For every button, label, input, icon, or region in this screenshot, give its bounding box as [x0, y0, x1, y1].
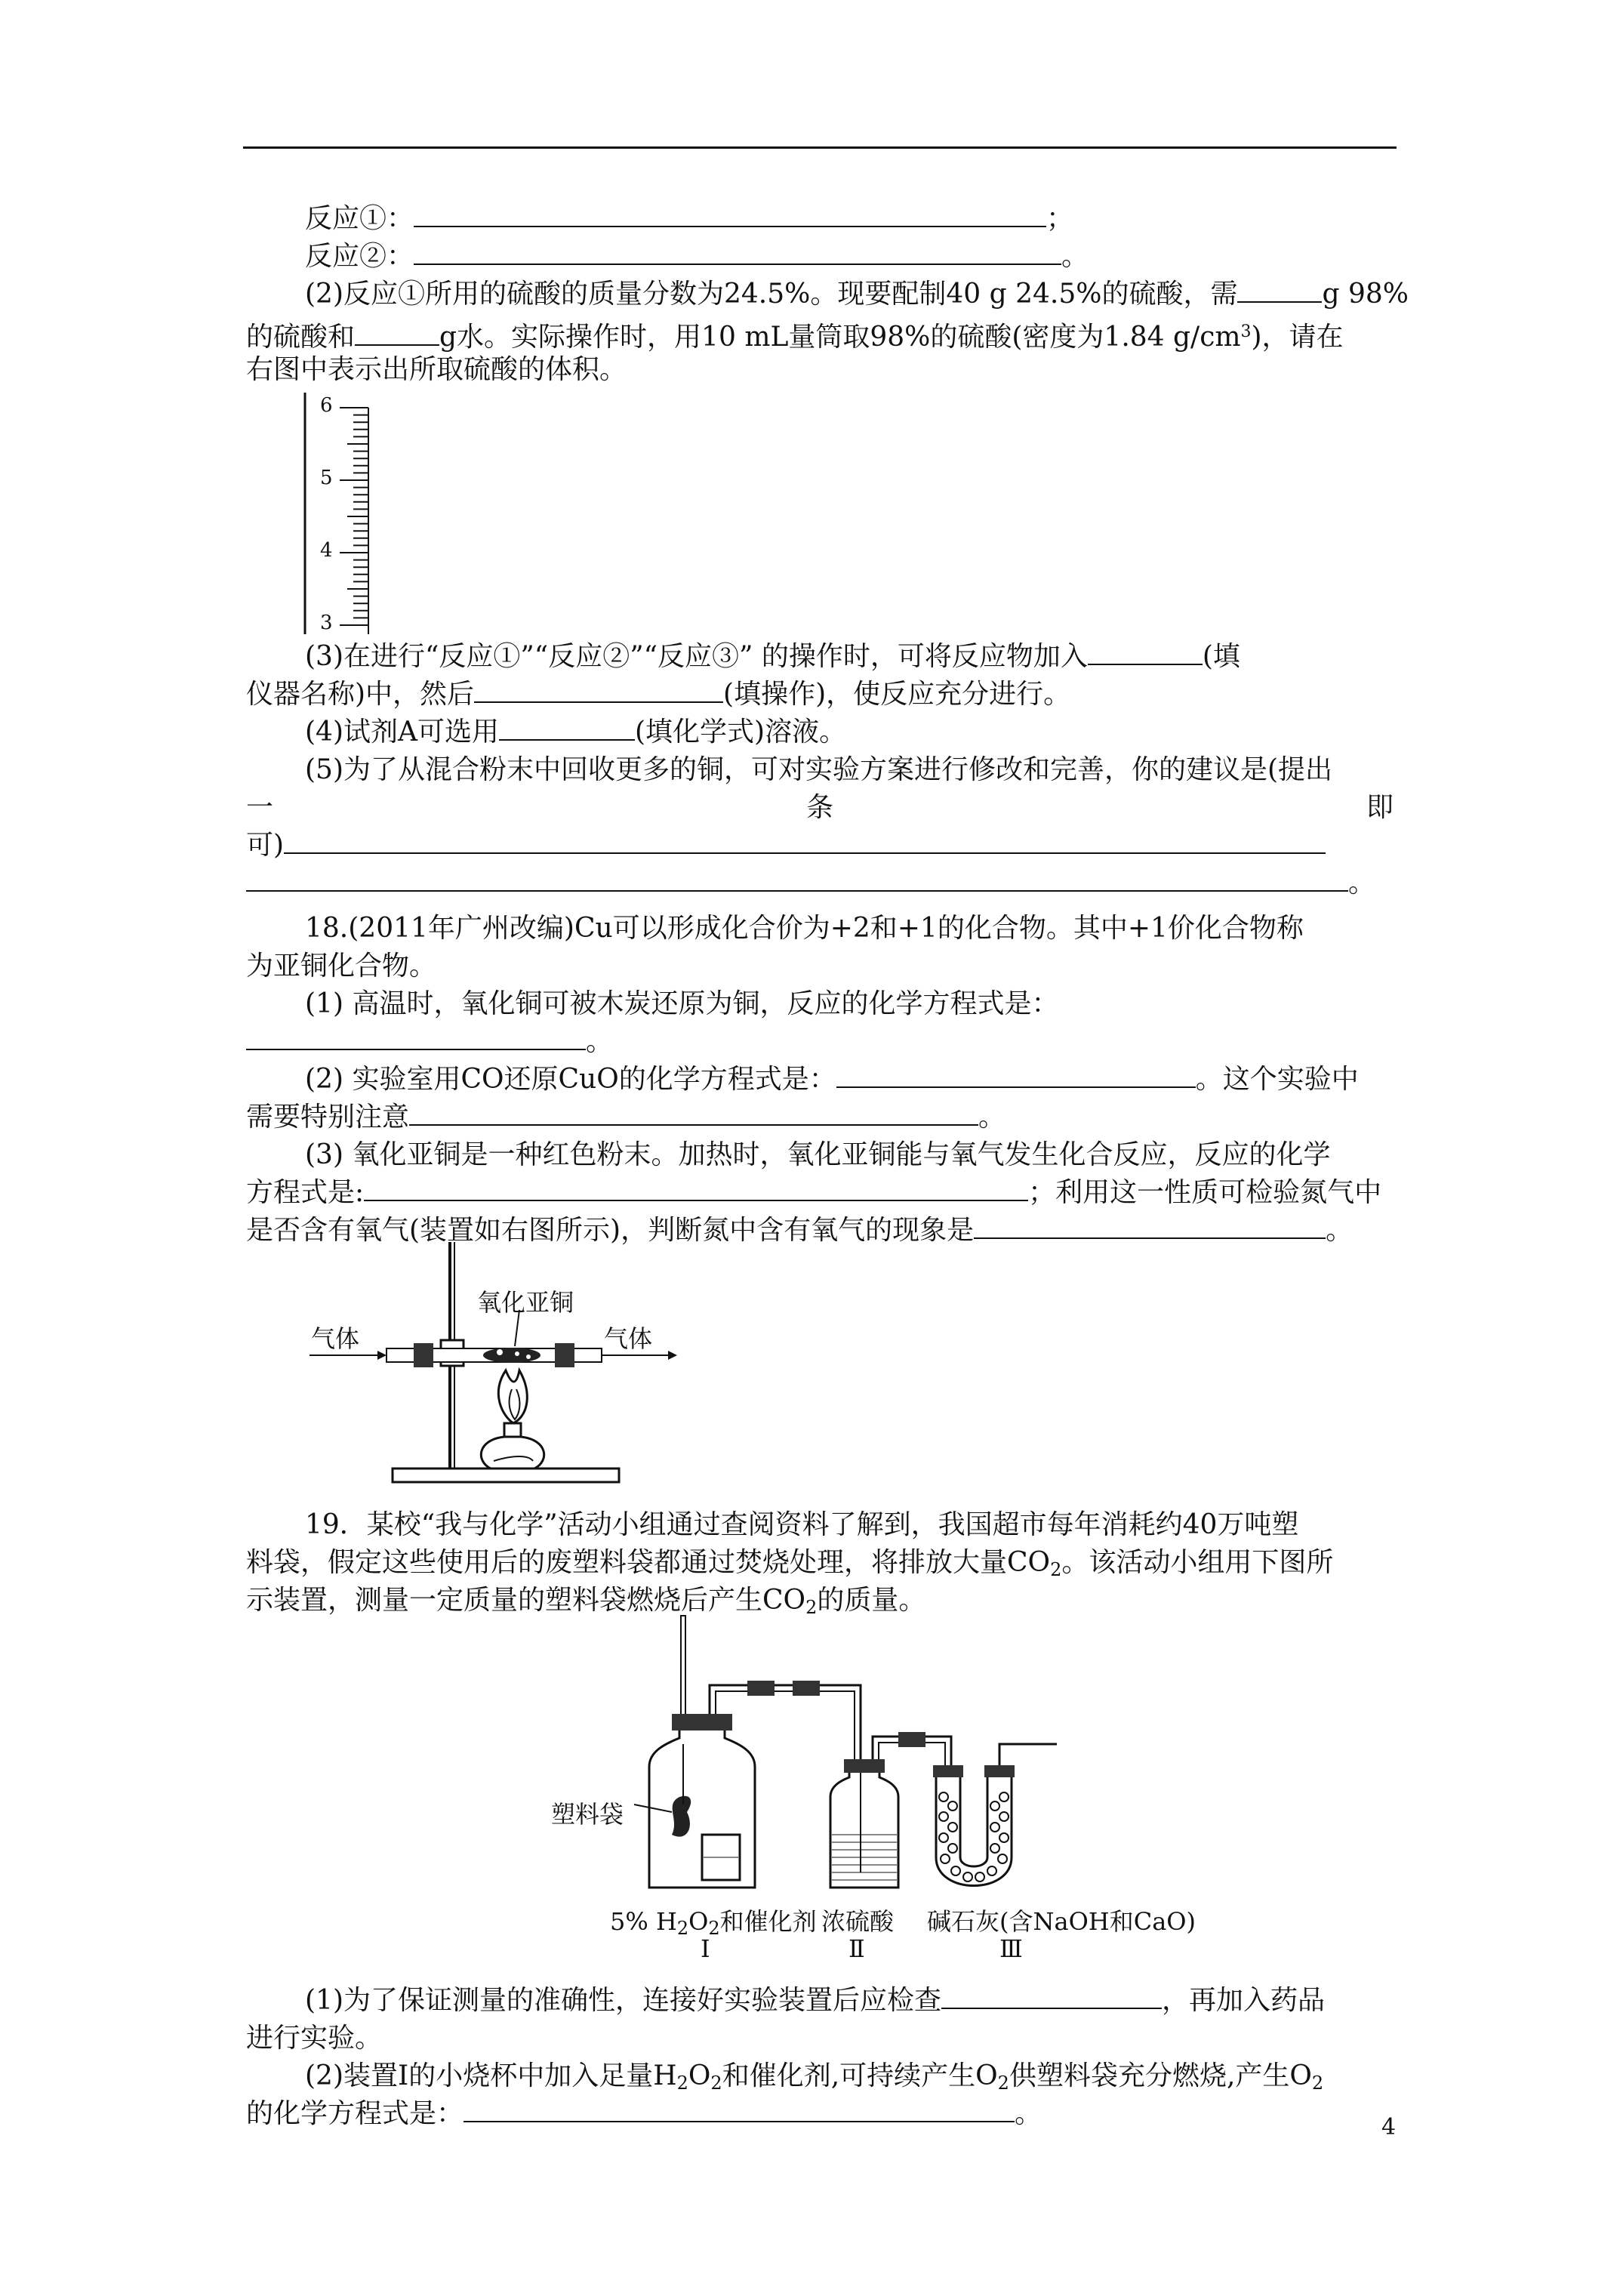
q18-p3-end: 。: [1326, 1215, 1354, 1246]
airtightness-blank[interactable]: [941, 1985, 1162, 2009]
subscript: 2: [1050, 1559, 1062, 1580]
subscript: 2: [1311, 2073, 1324, 2094]
cu2o-heating-apparatus-diagram: [302, 1242, 694, 1491]
q17-p2-text-f: 右图中表示出所取硫酸的体积。: [246, 354, 627, 385]
q18-p3-text-d: 是否含有氧气(装置如右图所示)，判断氮中含有氧气的现象是: [246, 1215, 975, 1246]
acid-mass-blank[interactable]: [1237, 279, 1322, 303]
q17-p3-text-a: (3)在进行“反应①”“反应②”“反应③” 的操作时，可将反应物加入: [305, 641, 1088, 672]
q17-p3-text-b: (填: [1202, 641, 1240, 672]
q19-p2-line1: [305, 2060, 1323, 2100]
subscript: 2: [676, 1918, 689, 1939]
q18-p1-end: 。: [586, 1026, 614, 1057]
q17-p2-text-a: (2)反应①所用的硫酸的质量分数为24.5%。现要配制40 g 24.5%的硫酸，需: [305, 279, 1238, 310]
cylinder-label-5: 5: [320, 467, 333, 489]
subscript: 2: [997, 2073, 1009, 2094]
q19-p2-end: 。: [1015, 2098, 1042, 2129]
q17-p5-line1: [305, 754, 1332, 787]
q19-p1-line2: 进行实验。: [246, 2023, 383, 2054]
q17-p5-text-a: (5)为了从混合粉末中回收更多的铜，可对实验方案进行修改和完善，你的建议是(提出: [305, 754, 1333, 785]
carbon-reduction-blank[interactable]: [246, 1026, 586, 1050]
q18-p3-line1: (3) 氧化亚铜是一种红色粉末。加热时，氧化亚铜能与氧气发生化合反应，反应的化学: [305, 1139, 1331, 1170]
q17-p3-text-d: (填操作)，使反应充分进行。: [723, 679, 1071, 710]
co-reduction-blank[interactable]: [836, 1064, 1196, 1088]
cu2o-oxidation-blank[interactable]: [364, 1177, 1028, 1201]
q17-p2-line1: [305, 278, 1409, 311]
q18-p2-text-a: (2) 实验室用CO还原CuO的化学方程式是：: [305, 1064, 836, 1095]
reaction2-end: 。: [1061, 241, 1089, 272]
q19-intro-line2: [246, 1546, 1333, 1586]
q18-p3-line2: [246, 1176, 1381, 1210]
water-mass-blank[interactable]: [355, 322, 439, 346]
q17-p5-text-c: 可): [246, 830, 285, 861]
q19-intro-text-b-end: 。该活动小组用下图所: [1061, 1547, 1334, 1578]
reaction1-line: [305, 202, 1073, 236]
apparatus-3-caption: 碱石灰(含NaOH和CaO): [927, 1907, 1196, 1936]
q17-p5-line3: [246, 829, 1326, 862]
q17-p5-word-2: 条: [806, 792, 834, 823]
q17-p3-text-c: 仪器名称)中，然后: [246, 679, 475, 710]
suggestion-blank-1[interactable]: [284, 830, 1326, 854]
q19-intro-text-c-end: 的质量。: [817, 1585, 926, 1616]
q19-p2-text-d: 供塑料袋充分燃烧,产生O: [1009, 2060, 1312, 2091]
apparatus-1-numeral: Ⅰ: [701, 1934, 710, 1963]
q19-p2-text-a: (2)装置Ⅰ的小烧杯中加入足量H: [305, 2060, 677, 2091]
measuring-cylinder-scale[interactable]: [302, 393, 393, 642]
q18-p2-line1: [305, 1063, 1359, 1096]
q17-p2-line2: [246, 316, 1344, 354]
cu2o-label: 氧化亚铜: [477, 1288, 574, 1317]
gas-in-label: 气体: [311, 1324, 360, 1353]
reaction1-label: 反应①：: [305, 203, 414, 234]
q17-p2-text-c: 的硫酸和: [246, 322, 356, 353]
q18-p2-text-c: 需要特别注意: [246, 1102, 410, 1133]
subscript: 2: [805, 1597, 818, 1618]
o2-equation-blank[interactable]: [463, 2098, 1015, 2122]
q19-p1-text-a: (1)为了保证测量的准确性，连接好实验装置后应检查: [305, 1985, 941, 2016]
q17-p2-text-d: g水。实际操作时，用10 mL量筒取98%的硫酸(密度为1.84 g/cm: [439, 322, 1241, 353]
q17-p4-line: [305, 716, 846, 749]
q19-intro-text-c: 示装置，测量一定质量的塑料袋燃烧后产生CO: [246, 1585, 806, 1616]
q19-intro-text-b: 料袋，假定这些使用后的废塑料袋都通过焚烧处理，将排放大量CO: [246, 1547, 1051, 1578]
cylinder-label-3: 3: [320, 612, 333, 634]
reaction1-blank[interactable]: [414, 203, 1046, 227]
q17-p5-line4: [246, 867, 1375, 900]
q18-p2-end: 。: [978, 1102, 1006, 1133]
gas-out-label: 气体: [604, 1324, 653, 1353]
header-rule: [243, 146, 1397, 149]
superscript: 3: [1240, 322, 1252, 341]
attention-blank[interactable]: [409, 1102, 978, 1126]
q18-intro-line1: 18.(2011年广州改编)Cu可以形成化合价为+2和+1的化合物。其中+1价化合物称: [305, 913, 1304, 944]
reaction2-blank[interactable]: [414, 241, 1061, 265]
reaction2-label: 反应②：: [305, 241, 414, 272]
q17-p3-line1: [305, 640, 1240, 673]
q19-p2-line2: [246, 2097, 1042, 2131]
q17-p5-word-3: 即: [1366, 792, 1394, 823]
q17-p3-line2: [246, 678, 1070, 711]
q17-p4-text-a: (4)试剂A可选用: [305, 717, 499, 747]
q18-p1-line2: [246, 1025, 613, 1059]
cap1-text-c: 和催化剂: [719, 1907, 817, 1936]
suggestion-blank-2[interactable]: [246, 868, 1348, 892]
q18-p2-line2: [246, 1101, 1006, 1134]
operation-blank[interactable]: [474, 679, 723, 703]
co2-measurement-apparatus-diagram: [634, 1616, 1163, 1903]
subscript: 2: [708, 1918, 720, 1939]
subscript: 2: [676, 2073, 688, 2094]
reaction2-line: [305, 240, 1089, 273]
cap1-text-b: O: [688, 1907, 709, 1936]
reaction1-end: ；: [1046, 203, 1074, 234]
q17-p4-text-b: (填化学式)溶液。: [635, 717, 847, 747]
apparatus-blank[interactable]: [1088, 641, 1203, 665]
q17-p2-line3: [246, 353, 627, 387]
q18-p3-text-c: ；利用这一性质可检验氮气中: [1028, 1177, 1382, 1208]
q19-p2-text-c: 和催化剂,可持续产生O: [722, 2060, 998, 2091]
q19-p2-text-e: 的化学方程式是：: [246, 2098, 464, 2129]
q19-p1-text-b: ，再加入药品: [1162, 1985, 1326, 2016]
q19-p2-text-b: O: [688, 2060, 711, 2091]
plastic-bag-label: 塑料袋: [551, 1800, 624, 1829]
page-number: 4: [1381, 2114, 1397, 2140]
q19-intro-line1: 19．某校“我与化学”活动小组通过查阅资料了解到，我国超市每年消耗约40万吨塑: [305, 1509, 1299, 1540]
q17-p2-text-e: )，请在: [1251, 322, 1344, 353]
q18-p2-text-b: 。这个实验中: [1195, 1064, 1359, 1095]
apparatus-1-caption: [610, 1903, 817, 1939]
cap1-text-a: 5% H: [610, 1907, 677, 1936]
apparatus-2-caption: 浓硫酸: [821, 1907, 895, 1936]
phenomenon-blank[interactable]: [974, 1215, 1326, 1239]
cylinder-label-6: 6: [320, 394, 333, 417]
apparatus-3-numeral: Ⅲ: [999, 1934, 1023, 1963]
q19-p1-line1: [305, 1984, 1325, 2017]
apparatus-2-numeral: Ⅱ: [848, 1934, 865, 1963]
cylinder-label-4: 4: [320, 539, 333, 562]
q18-p1-line1: (1) 高温时，氧化铜可被木炭还原为铜，反应的化学方程式是：: [305, 988, 1059, 1019]
q17-p5-word-1: 一: [246, 792, 274, 823]
q18-intro-line2: 为亚铜化合物。: [246, 951, 437, 982]
subscript: 2: [710, 2073, 722, 2094]
q18-p3-text-b: 方程式是:: [246, 1177, 365, 1208]
q17-p2-text-b: g 98%: [1322, 279, 1409, 310]
q17-p5-end: 。: [1348, 868, 1376, 898]
reagent-a-blank[interactable]: [499, 717, 635, 741]
